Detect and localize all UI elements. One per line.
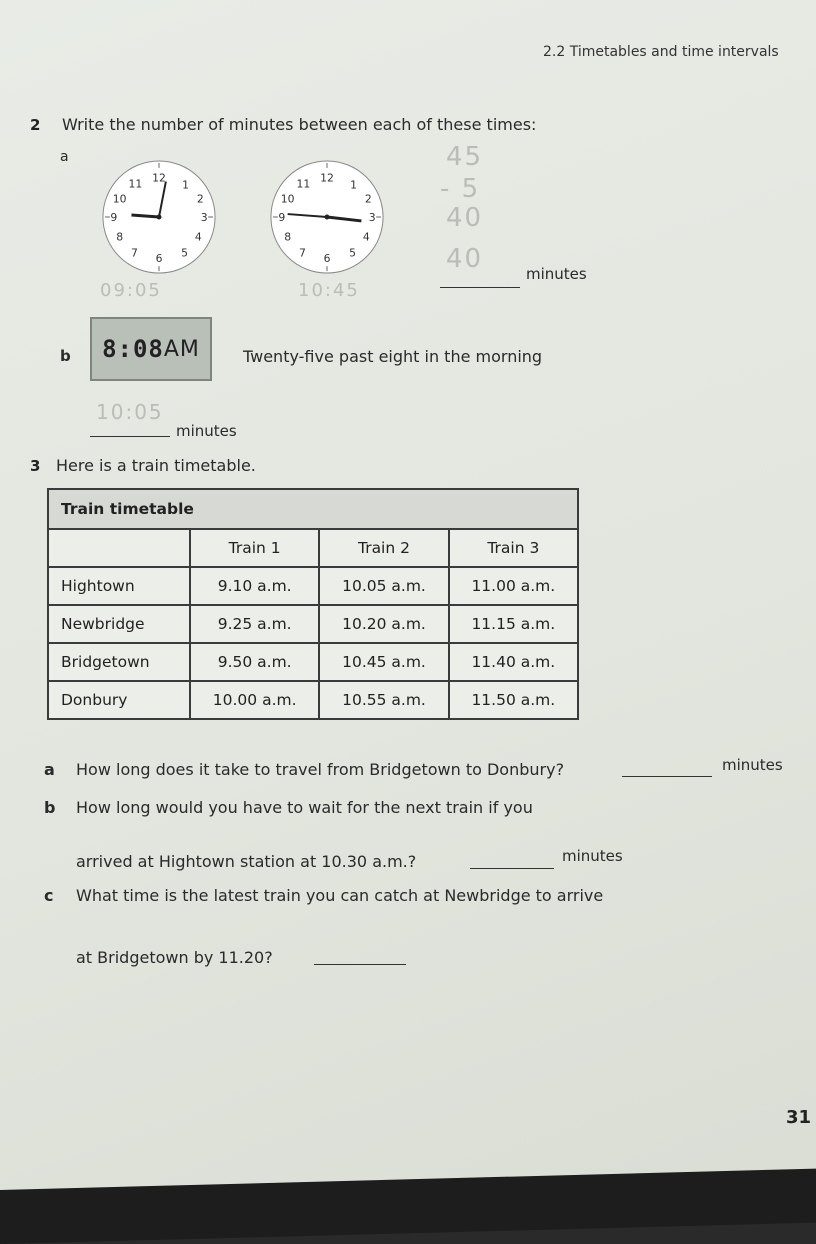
- minutes-label-3b: minutes: [562, 847, 623, 865]
- question-3b-text-line-2: arrived at Hightown station at 10.30 a.m.?: [76, 852, 417, 871]
- svg-text:5: 5: [349, 246, 357, 260]
- table-row: [48, 643, 578, 681]
- timetable-title: Train timetable: [48, 489, 578, 529]
- analog-clock-2: [268, 158, 386, 276]
- time-cell: 10.00 a.m.: [190, 681, 319, 719]
- question-3c-text-line-2: at Bridgetown by 11.20?: [76, 948, 273, 967]
- answer-blank-2a[interactable]: [440, 287, 520, 288]
- question-3-number: 3: [30, 457, 41, 475]
- question-3a-label: a: [44, 760, 55, 779]
- header-empty-cell: [48, 529, 190, 567]
- handwritten-note-2: - 5: [440, 174, 481, 204]
- table-row: [48, 605, 578, 643]
- question-2a-label: a: [60, 149, 69, 165]
- answer-blank-3b[interactable]: [470, 868, 554, 869]
- question-3a-text: How long does it take to travel from Bridgetown to Donbury?: [76, 760, 565, 779]
- minutes-label-2b: minutes: [176, 422, 237, 440]
- time-cell: 9.50 a.m.: [190, 643, 319, 681]
- question-2-number: 2: [30, 116, 41, 134]
- svg-text:10: 10: [112, 192, 127, 206]
- svg-text:8: 8: [284, 230, 292, 244]
- svg-text:3: 3: [200, 210, 208, 224]
- handwritten-note-3: 40: [446, 203, 484, 233]
- svg-text:11: 11: [296, 177, 311, 191]
- question-2b-text: Twenty-five past eight in the morning: [243, 347, 543, 366]
- svg-text:2: 2: [364, 192, 372, 206]
- column-train-2: Train 2: [319, 529, 448, 567]
- column-train-3: Train 3: [449, 529, 578, 567]
- handwritten-note-4: 40: [446, 244, 484, 274]
- time-cell: 11.50 a.m.: [449, 681, 578, 719]
- question-3b-label: b: [44, 798, 56, 817]
- question-3b-text-line-1: How long would you have to wait for the next train if you: [76, 798, 533, 817]
- svg-text:1: 1: [182, 178, 189, 192]
- svg-text:4: 4: [194, 230, 202, 244]
- clock-1-handwritten-time: 09:05: [100, 280, 162, 301]
- timetable-header-row: [48, 529, 578, 567]
- clock-2-handwritten-time: 10:45: [298, 280, 360, 301]
- page-number: 31: [786, 1107, 812, 1128]
- time-cell: 10.05 a.m.: [319, 567, 448, 605]
- train-timetable: [47, 488, 579, 720]
- time-cell: 10.55 a.m.: [319, 681, 448, 719]
- answer-blank-2b[interactable]: [90, 436, 170, 437]
- svg-text:12: 12: [320, 171, 334, 185]
- svg-text:6: 6: [323, 252, 331, 266]
- svg-text:4: 4: [362, 230, 370, 244]
- minutes-label-3a: minutes: [722, 756, 783, 774]
- digital-clock: [90, 317, 212, 381]
- svg-text:6: 6: [155, 252, 163, 266]
- question-2b-label: b: [60, 347, 71, 365]
- digital-ampm: AM: [163, 336, 200, 362]
- time-cell: 11.40 a.m.: [449, 643, 578, 681]
- svg-text:10: 10: [280, 192, 295, 206]
- station-name: Bridgetown: [48, 643, 190, 681]
- time-cell: 9.25 a.m.: [190, 605, 319, 643]
- minutes-label-2a: minutes: [526, 265, 587, 283]
- answer-blank-3a[interactable]: [622, 776, 712, 777]
- svg-text:7: 7: [298, 246, 306, 260]
- time-cell: 11.00 a.m.: [449, 567, 578, 605]
- handwritten-note-2b: 10:05: [96, 400, 164, 424]
- question-2-text: Write the number of minutes between each of these times:: [62, 115, 537, 134]
- svg-text:7: 7: [130, 246, 138, 260]
- svg-text:1: 1: [350, 178, 357, 192]
- station-name: Hightown: [48, 567, 190, 605]
- svg-text:2: 2: [196, 192, 204, 206]
- table-row: [48, 681, 578, 719]
- svg-text:8: 8: [116, 230, 124, 244]
- time-cell: 9.10 a.m.: [190, 567, 319, 605]
- svg-text:3: 3: [368, 210, 376, 224]
- section-title: 2.2 Timetables and time intervals: [543, 44, 779, 60]
- table-row: [48, 567, 578, 605]
- question-3c-label: c: [44, 886, 54, 905]
- svg-text:9: 9: [110, 210, 118, 224]
- digital-time: 8:08: [102, 335, 164, 363]
- time-cell: 11.15 a.m.: [449, 605, 578, 643]
- time-cell: 10.45 a.m.: [319, 643, 448, 681]
- time-cell: 10.20 a.m.: [319, 605, 448, 643]
- question-3c-text-line-1: What time is the latest train you can catch at Newbridge to arrive: [76, 886, 604, 905]
- column-train-1: Train 1: [190, 529, 319, 567]
- station-name: Donbury: [48, 681, 190, 719]
- station-name: Newbridge: [48, 605, 190, 643]
- svg-text:9: 9: [278, 210, 286, 224]
- handwritten-note-1: 45: [446, 142, 484, 172]
- svg-text:5: 5: [181, 246, 189, 260]
- svg-text:11: 11: [128, 177, 143, 191]
- question-3-text: Here is a train timetable.: [56, 456, 256, 475]
- analog-clock-1: [100, 158, 218, 276]
- answer-blank-3c[interactable]: [314, 964, 406, 965]
- svg-text:12: 12: [152, 171, 166, 185]
